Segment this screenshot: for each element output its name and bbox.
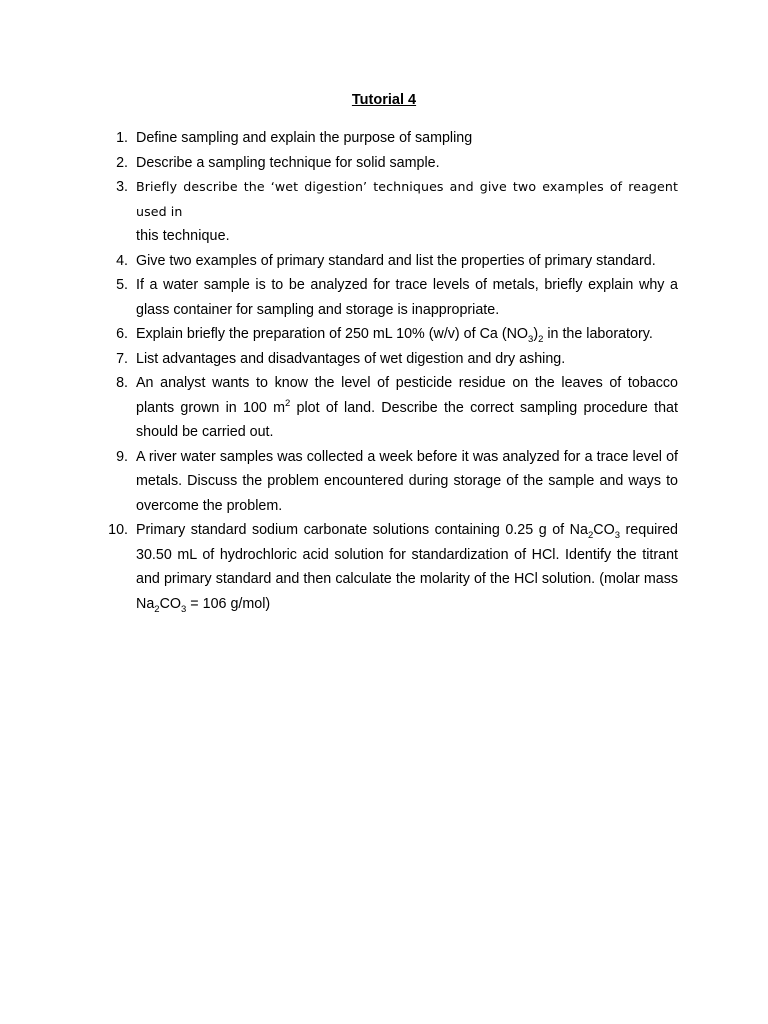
question-number: 2. bbox=[116, 154, 128, 171]
question-9 bbox=[100, 445, 678, 519]
question-4 bbox=[100, 249, 678, 274]
question-text: Primary standard sodium carbonate solutions containing 0.25 g of $Na_2CO_3$ required 30.50 mL of hydrochloric acid solution for standardization of HCl. Identify the titrant and primary standard and then calculate the molarity of the HCl solution. (molar mass $Na_2CO_3 = 106$ g/mol) bbox=[136, 522, 678, 615]
question-text: Describe a sampling technique for solid sample. bbox=[136, 154, 440, 171]
page-title: Tutorial 4 bbox=[351, 92, 417, 108]
question-number: 4. bbox=[116, 252, 128, 269]
question-text: If a water sample is to be analyzed for trace levels of metals, briefly explain why a glass container for sampling and storage is inappropriate. bbox=[136, 277, 678, 318]
question-text: Explain briefly the preparation of 250 mL 10% (w/v) of Ca $(NO_3)_2$ in the laboratory. bbox=[136, 326, 653, 345]
question-10 bbox=[100, 518, 678, 616]
question-2 bbox=[100, 151, 678, 176]
question-text: List advantages and disadvantages of wet digestion and dry ashing. bbox=[136, 350, 566, 367]
question-text: An analyst wants to know the level of pesticide residue on the leaves of tobacco plants grown in 100 $m^2$ plot of land. Describe the correct sampling procedure that should be carried out. bbox=[136, 375, 678, 440]
question-number: 1. bbox=[116, 130, 128, 146]
question-text: Give two examples of primary standard and list the properties of primary standard. bbox=[136, 252, 656, 269]
question-number: 3. bbox=[116, 179, 128, 195]
question-number: 10. bbox=[108, 522, 128, 538]
question-list bbox=[100, 126, 678, 616]
question-text-part: this technique. bbox=[136, 228, 230, 244]
question-number: 6. bbox=[116, 326, 128, 342]
question-text: Define sampling and explain the purpose of sampling bbox=[136, 130, 473, 146]
question-6 bbox=[100, 322, 678, 347]
question-number: 5. bbox=[116, 277, 128, 293]
question-text-part: Briefly describe the ‘wet digestion’ techniques and give two examples of reagent used in bbox=[136, 179, 678, 219]
question-number: 9. bbox=[116, 448, 128, 465]
question-text bbox=[136, 179, 678, 243]
question-8 bbox=[100, 371, 678, 445]
question-3 bbox=[100, 175, 678, 249]
question-number: 8. bbox=[116, 375, 128, 391]
question-7 bbox=[100, 347, 678, 372]
question-text: A river water samples was collected a week before it was analyzed for a trace level of metals. Discuss the problem encountered during storage of the sample and ways to overcome the problem. bbox=[136, 448, 678, 514]
question-number: 7. bbox=[116, 350, 128, 367]
question-5 bbox=[100, 273, 678, 322]
question-1 bbox=[100, 126, 678, 151]
